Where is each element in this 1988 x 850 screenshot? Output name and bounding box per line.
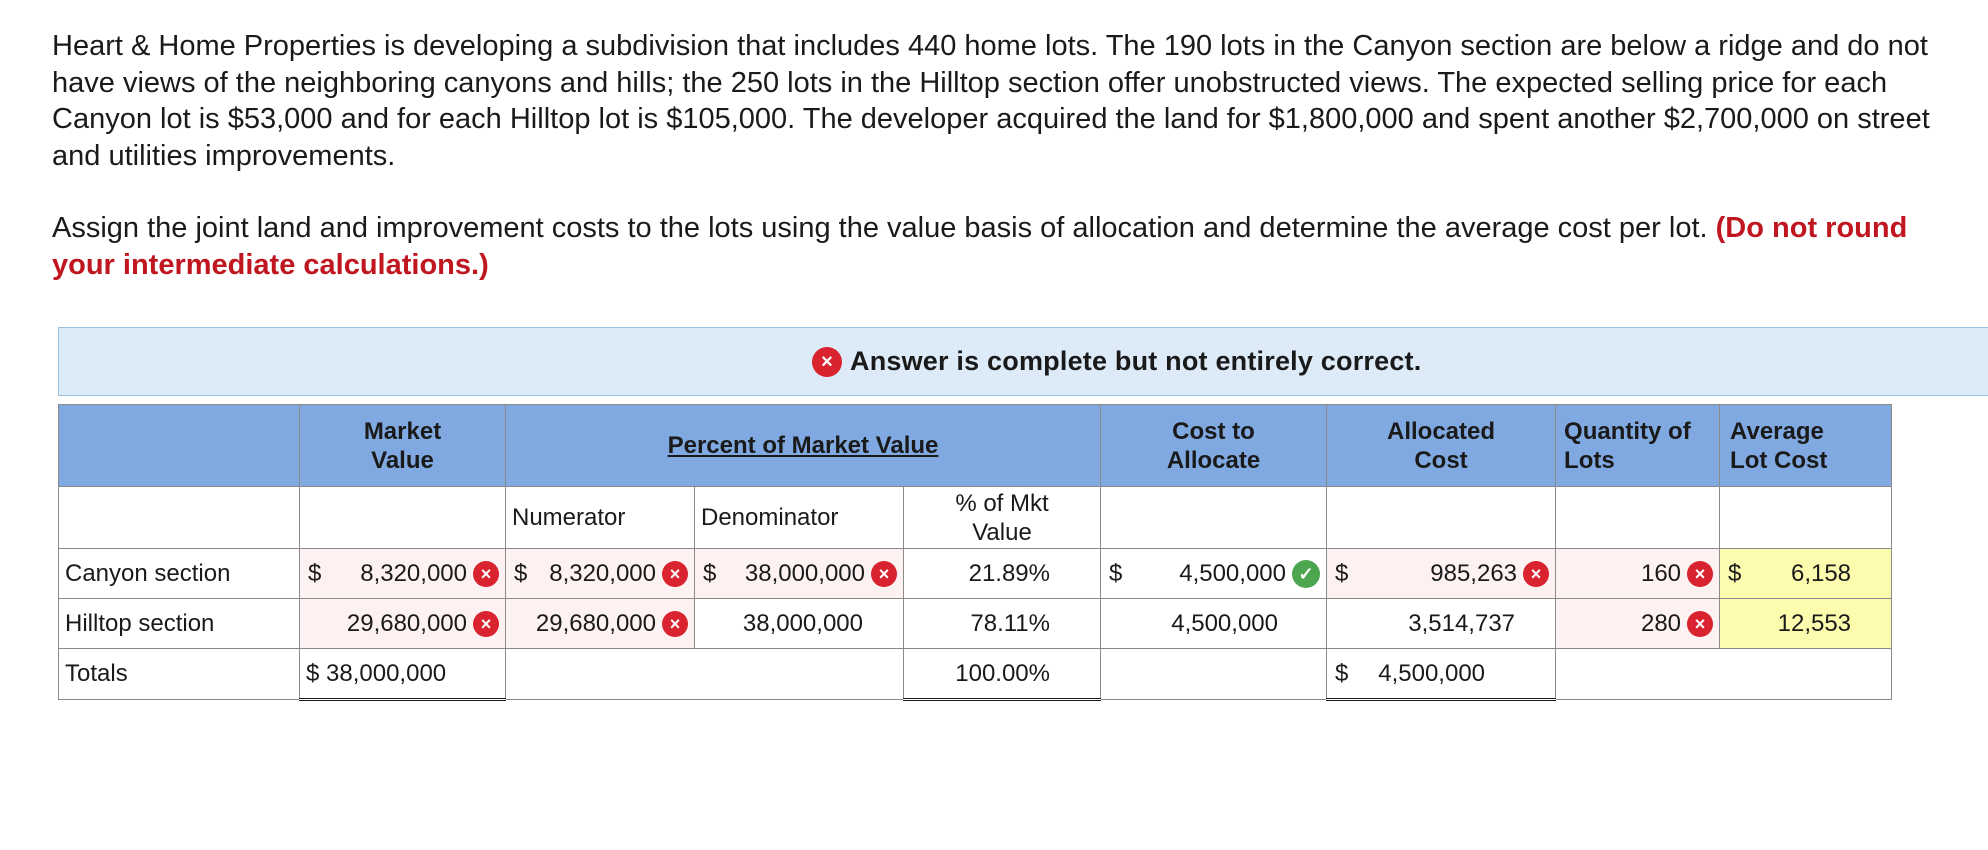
hilltop-pct-value: 78.11% (904, 599, 1101, 649)
incorrect-icon: × (812, 347, 842, 377)
hilltop-cost-to-allocate: 4,500,000 (1101, 599, 1327, 649)
incorrect-icon: × (1523, 561, 1549, 587)
table-row-hilltop (59, 599, 1892, 649)
subheader-numerator: Numerator (506, 487, 695, 549)
question-instruction: Assign the joint land and improvement costs to the lots using the value basis of allocation and determine the average cost per lot. (52, 212, 1708, 244)
header-allocated-cost: Allocated Cost (1327, 405, 1556, 487)
hilltop-allocated-cost: 3,514,737 (1327, 599, 1556, 649)
incorrect-icon: × (473, 611, 499, 637)
feedback-banner (58, 327, 1988, 396)
row-label-canyon: Canyon section (59, 549, 300, 599)
feedback-text: Answer is complete but not entirely correct. (850, 346, 1422, 376)
incorrect-icon: × (1687, 611, 1713, 637)
totals-pct: 100.00% (904, 649, 1101, 700)
correct-icon: ✓ (1292, 560, 1320, 588)
incorrect-icon: × (662, 561, 688, 587)
hilltop-denominator-value: 38,000,000 (695, 599, 904, 649)
subheader-denominator: Denominator (695, 487, 904, 549)
header-cost-to-allocate: Cost to Allocate (1101, 405, 1327, 487)
allocation-table (58, 404, 1892, 701)
row-label-hilltop: Hilltop section (59, 599, 300, 649)
canyon-average-lot-cost: $ 6,158 (1720, 549, 1892, 599)
incorrect-icon: × (473, 561, 499, 587)
header-average-lot-cost: Average Lot Cost (1720, 405, 1892, 487)
canyon-quantity-input[interactable]: 160 × (1556, 549, 1720, 599)
canyon-numerator-input[interactable]: $ 8,320,000 × (506, 549, 695, 599)
subheader-row (59, 487, 1892, 549)
question-paragraph-2 (52, 210, 1932, 283)
row-label-totals: Totals (59, 649, 300, 700)
header-market-value: Market Value (300, 405, 506, 487)
header-quantity-of-lots: Quantity of Lots (1556, 405, 1720, 487)
hilltop-quantity-input[interactable]: 280 × (1556, 599, 1720, 649)
incorrect-icon: × (871, 561, 897, 587)
canyon-denominator-input[interactable]: $ 38,000,000 × (695, 549, 904, 599)
header-row (59, 405, 1892, 487)
hilltop-numerator-input[interactable]: 29,680,000 × (506, 599, 695, 649)
subheader-pct-of-mkt-value: % of Mkt Value (904, 487, 1101, 549)
incorrect-icon: × (1687, 561, 1713, 587)
table-row-totals (59, 649, 1892, 700)
totals-allocated-cost: $ 4,500,000 (1327, 649, 1556, 700)
question-paragraph-1: Heart & Home Properties is developing a subdivision that includes 440 home lots. The 190 lots in the Canyon section are below a ridge and do not have views of the neighboring canyons and hills; the 250 lots in the Hilltop section offer unobstructed views. The expected selling price for each Canyon lot is $53,000 and for each Hilltop lot is $105,000. The developer acquired the land for $1,800,000 and spent another $2,700,000 on street and utilities improvements. (52, 30, 1930, 172)
hilltop-market-value-input[interactable]: 29,680,000 × (300, 599, 506, 649)
canyon-allocated-cost-input[interactable]: $ 985,263 × (1327, 549, 1556, 599)
header-percent-of-market-value: Percent of Market Value (506, 405, 1101, 487)
header-blank (59, 405, 300, 487)
incorrect-icon: × (662, 611, 688, 637)
canyon-market-value-input[interactable]: $ 8,320,000 × (300, 549, 506, 599)
canyon-cost-to-allocate-input[interactable]: $ 4,500,000 ✓ (1101, 549, 1327, 599)
question-text (52, 28, 1932, 283)
rounding-note: (Do not round your intermediate calculations.) (52, 212, 1908, 281)
canyon-pct-value: 21.89% (904, 549, 1101, 599)
totals-market-value: $ 38,000,000 (300, 649, 506, 700)
hilltop-average-lot-cost: 12,553 (1720, 599, 1892, 649)
table-row-canyon (59, 549, 1892, 599)
